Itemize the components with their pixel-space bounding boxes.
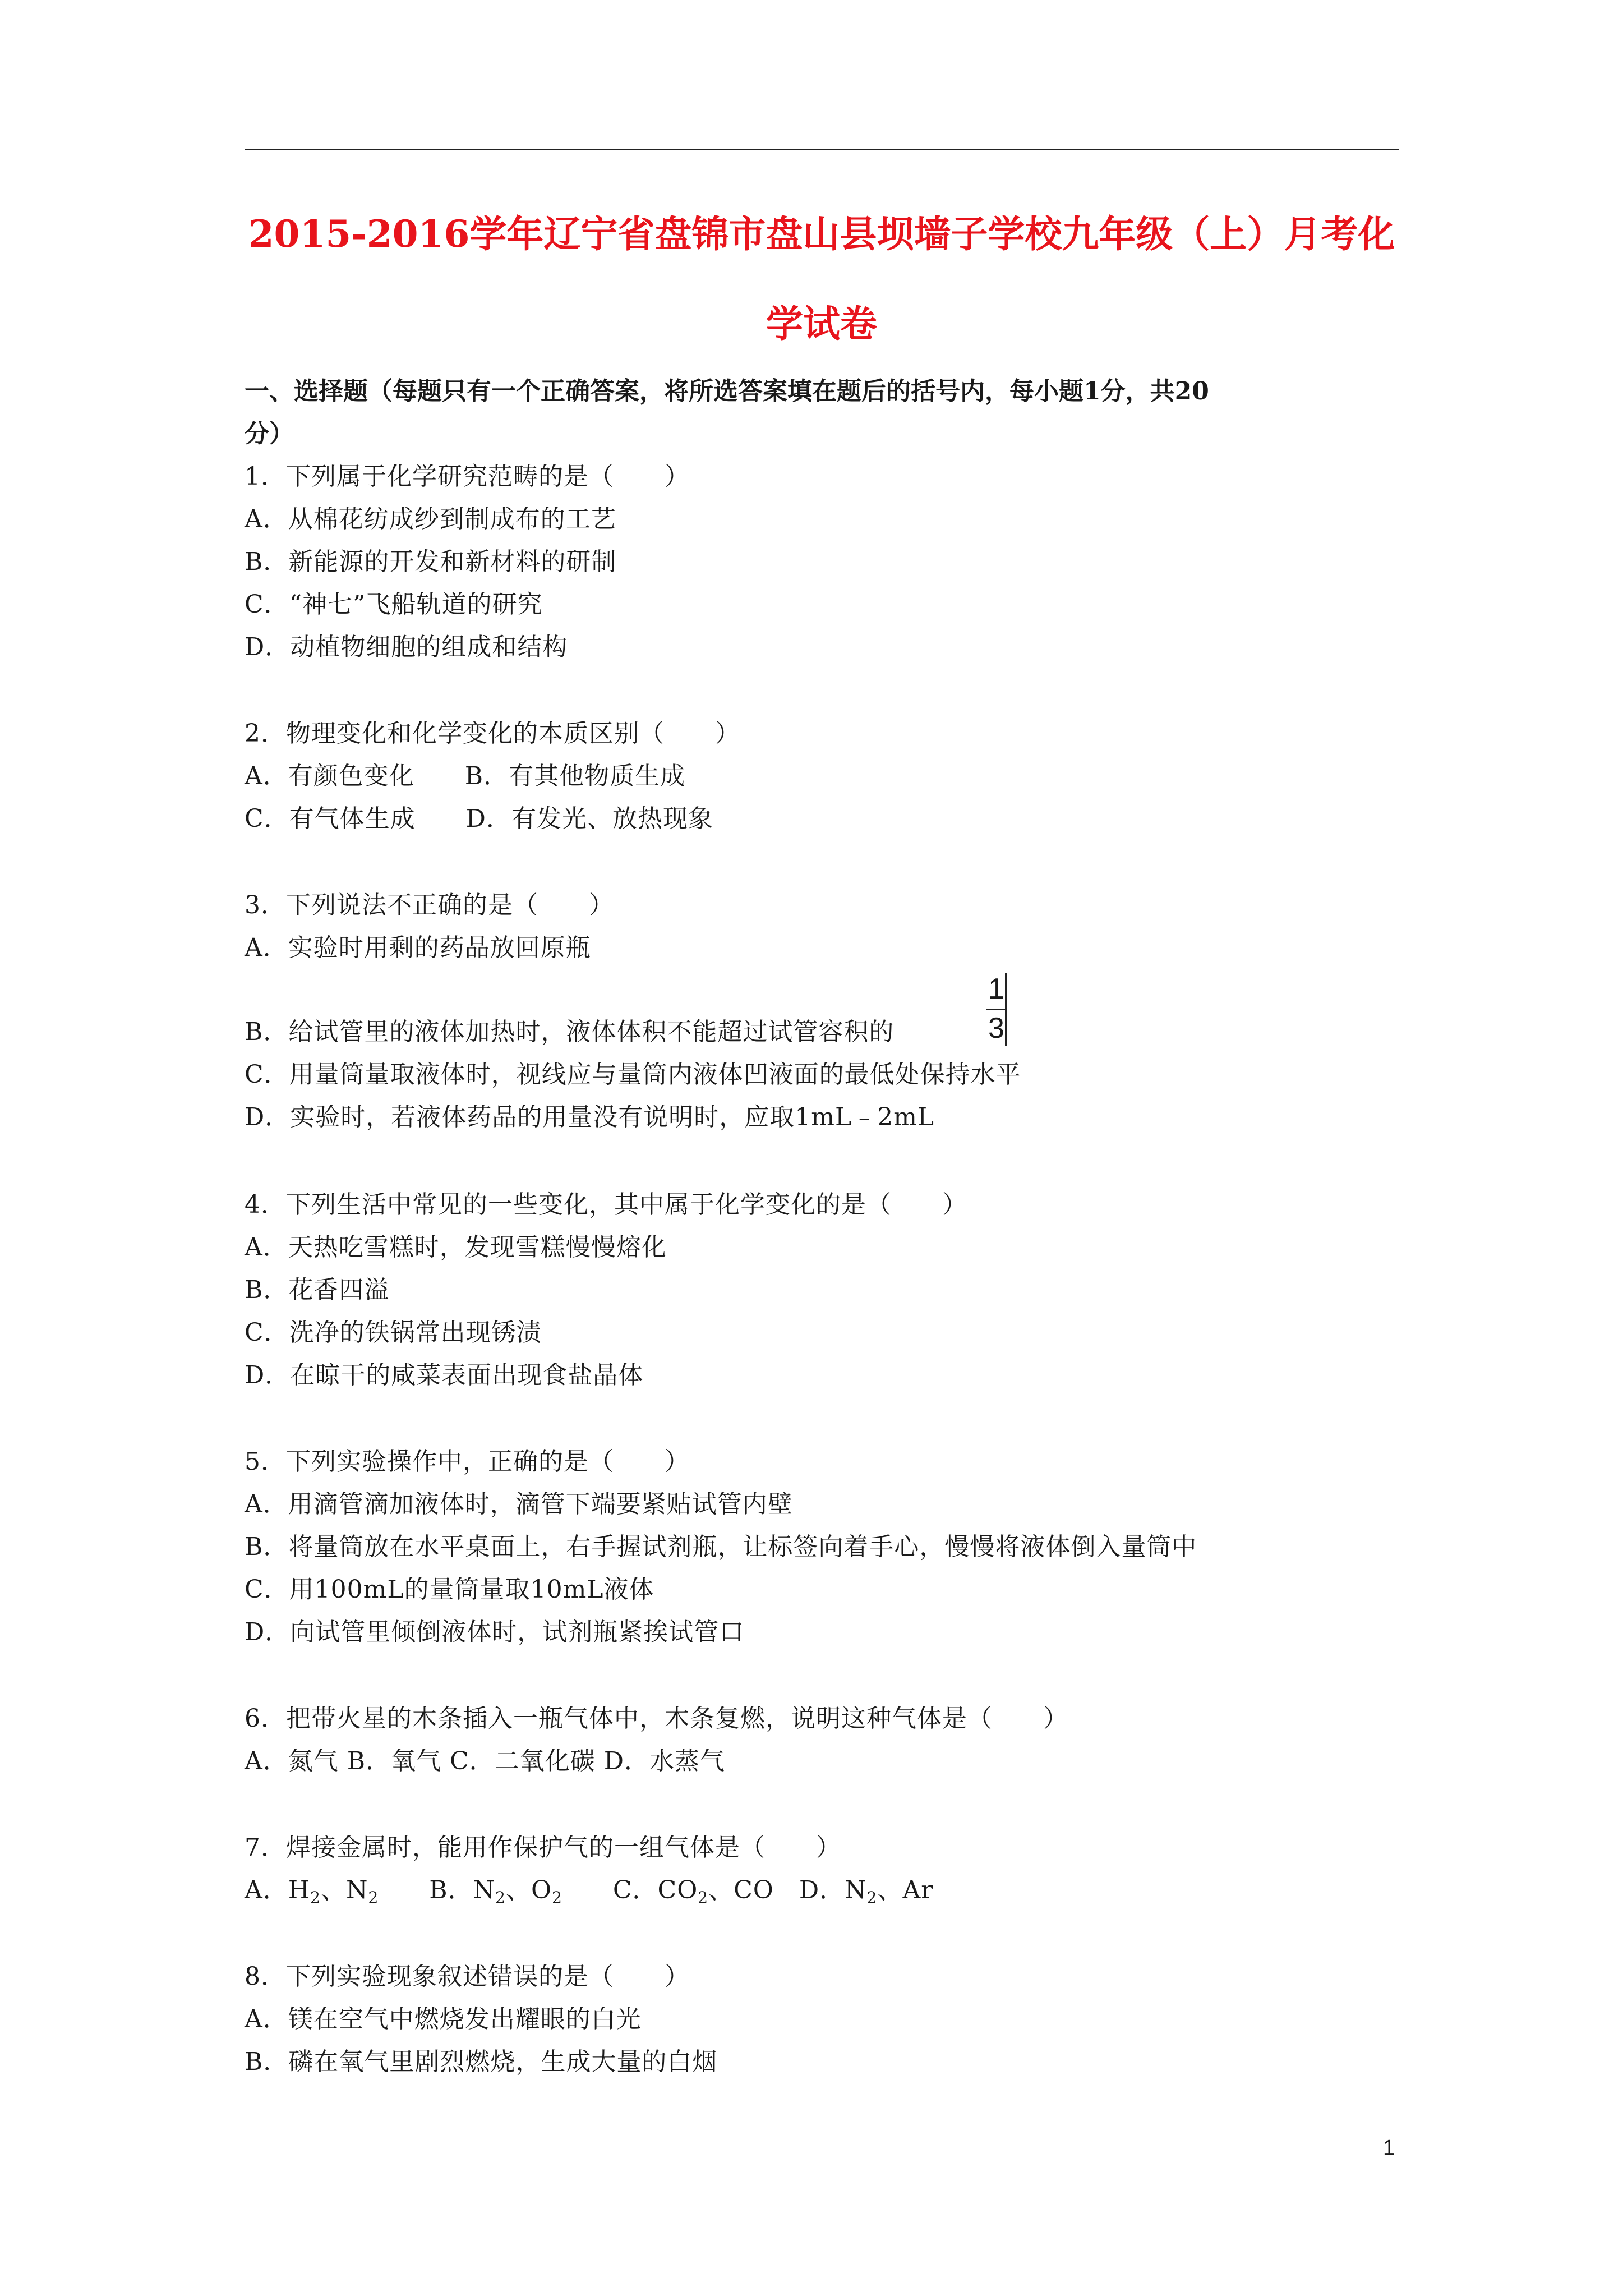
q7-c-pre: C．CO	[562, 1876, 698, 1904]
question-5-option-a: A．用滴管滴加液体时，滴管下端要紧贴试管内壁	[245, 1490, 793, 1519]
question-5-option-c: C．用100mL的量筒量取10mL液体	[245, 1575, 654, 1604]
q7-d-sub1: 2	[866, 1888, 878, 1907]
q7-c-sub1: 2	[698, 1888, 709, 1907]
question-3-option-c: C．用量筒量取液体时，视线应与量筒内液体凹液面的最低处保持水平	[245, 1060, 1021, 1089]
question-1-option-d: D．动植物细胞的组成和结构	[245, 633, 568, 661]
header-rule	[245, 149, 1399, 150]
q7-d-mid: 、Ar	[877, 1876, 934, 1904]
question-1-stem: 1．下列属于化学研究范畴的是（ ）	[245, 462, 690, 491]
q7-d-pre: D．N	[773, 1876, 867, 1904]
question-1-option-c: C．“神七”飞船轨道的研究	[245, 590, 543, 619]
q7-a-pre: A．H	[245, 1876, 311, 1904]
question-4-option-a: A．天热吃雪糕时，发现雪糕慢慢熔化	[245, 1233, 667, 1262]
fraction-one-third	[986, 972, 1008, 1048]
q7-b-sub2: 2	[552, 1888, 562, 1907]
question-2-options-cd: C．有气体生成 D．有发光、放热现象	[245, 804, 713, 833]
question-3-stem: 3．下列说法不正确的是（ ）	[245, 891, 614, 919]
question-8-option-b: B．磷在氧气里剧烈燃烧，生成大量的白烟	[245, 2047, 718, 2076]
fraction-numerator: 1	[988, 973, 1004, 1005]
question-8-stem: 8．下列实验现象叙述错误的是（ ）	[245, 1962, 690, 1991]
question-6-stem: 6．把带火星的木条插入一瓶气体中，木条复燃，说明这种气体是（ ）	[245, 1704, 1068, 1733]
q7-a-sub1: 2	[310, 1888, 321, 1907]
fraction-bar	[986, 1009, 1005, 1010]
question-5-option-b: B．将量筒放在水平桌面上，右手握试剂瓶，让标签向着手心，慢慢将液体倒入量筒中	[245, 1533, 1197, 1561]
question-3-option-a: A．实验时用剩的药品放回原瓶	[245, 933, 591, 962]
exam-title-line1: 2015-2016学年辽宁省盘锦市盘山县坝墙子学校九年级（上）月考化	[248, 212, 1395, 256]
fraction-edge-line	[1005, 973, 1007, 1046]
exam-title-line2: 学试卷	[766, 302, 877, 346]
question-4-stem: 4．下列生活中常见的一些变化，其中属于化学变化的是（ ）	[245, 1190, 967, 1219]
question-4-option-b: B．花香四溢	[245, 1276, 390, 1304]
question-2-options-ab: A．有颜色变化 B．有其他物质生成	[245, 762, 686, 790]
question-5-stem: 5．下列实验操作中，正确的是（ ）	[245, 1447, 690, 1476]
section-heading-line1: 一、选择题（每题只有一个正确答案，将所选答案填在题后的括号内，每小题1分，共20	[245, 377, 1209, 406]
section-heading-line2: 分）	[245, 420, 294, 448]
question-1-option-b: B．新能源的开发和新材料的研制	[245, 547, 617, 576]
q7-c-mid: 、CO	[708, 1876, 774, 1904]
question-7-options	[245, 1874, 933, 1907]
question-2-stem: 2．物理变化和化学变化的本质区别（ ）	[245, 719, 740, 748]
question-7-stem: 7．焊接金属时，能用作保护气的一组气体是（ ）	[245, 1833, 841, 1862]
question-8-option-a: A．镁在空气中燃烧发出耀眼的白光	[245, 2005, 642, 2033]
q7-b-sub1: 2	[495, 1888, 506, 1907]
q7-b-pre: B．N	[379, 1876, 496, 1904]
question-1-option-a: A．从棉花纺成纱到制成布的工艺	[245, 505, 616, 533]
page-number: 1	[1383, 2136, 1395, 2160]
question-5-option-d: D．向试管里倾倒液体时，试剂瓶紧挨试管口	[245, 1618, 745, 1646]
q7-b-mid: 、O	[505, 1876, 552, 1904]
fraction-denominator: 3	[988, 1012, 1004, 1045]
q7-a-sub2: 2	[368, 1888, 379, 1907]
question-3-option-d: D．实验时，若液体药品的用量没有说明时，应取1mL﹣2mL	[245, 1103, 935, 1131]
question-4-option-c: C．洗净的铁锅常出现锈渍	[245, 1318, 542, 1347]
q7-a-mid: 、N	[320, 1876, 368, 1904]
question-3-option-b: B．给试管里的液体加热时，液体体积不能超过试管容积的	[245, 1018, 895, 1046]
question-4-option-d: D．在晾干的咸菜表面出现食盐晶体	[245, 1361, 644, 1389]
question-6-options: A．氮气 B．氧气 C．二氧化碳 D．水蒸气	[245, 1747, 726, 1775]
